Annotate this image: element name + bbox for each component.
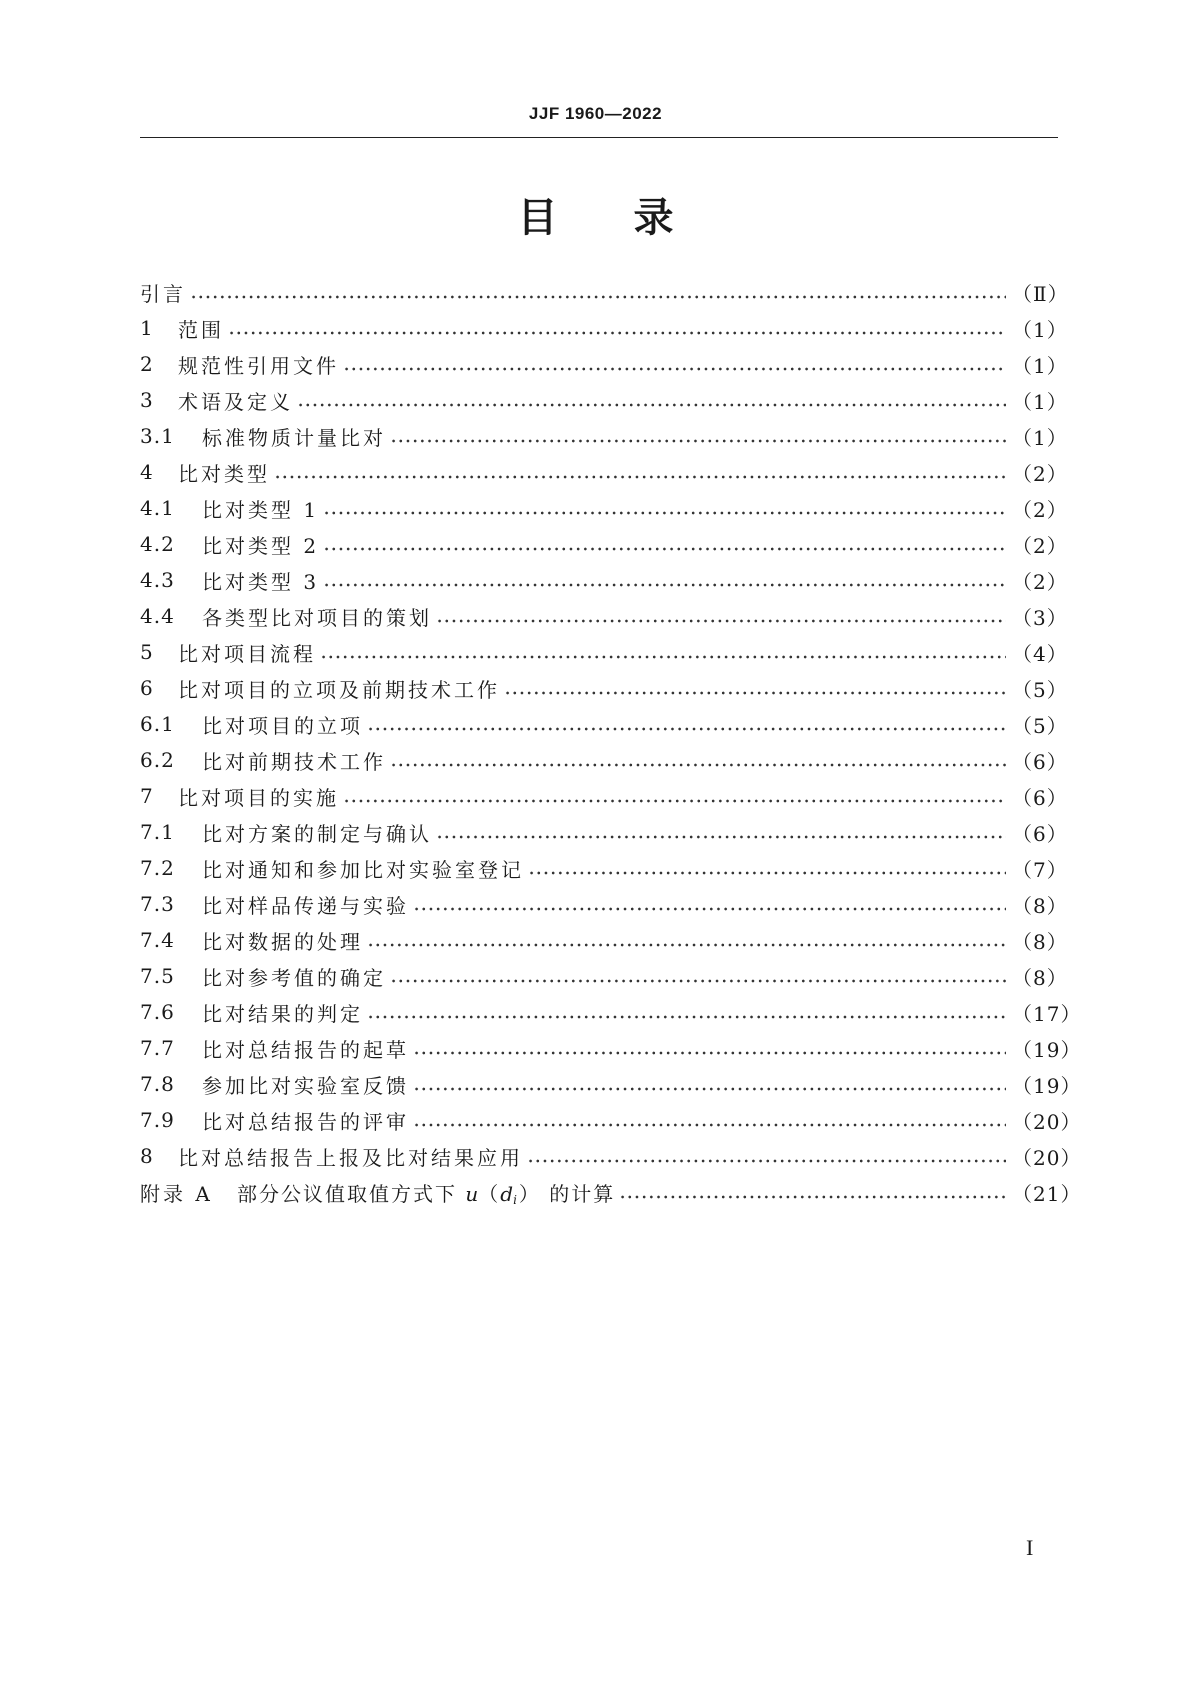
toc-entry[interactable] bbox=[140, 418, 1068, 454]
toc-entry-label: 比对前期技术工作 bbox=[202, 749, 386, 774]
toc-entry[interactable] bbox=[140, 1066, 1082, 1102]
toc-entry-number: 4.2 bbox=[140, 532, 175, 556]
toc-entry-page: （2） bbox=[1012, 533, 1068, 558]
toc-entry-number: 4 bbox=[140, 460, 154, 484]
toc-entry-number: 8 bbox=[140, 1144, 154, 1168]
dot-leader bbox=[323, 570, 1006, 590]
math-symbol-d: d bbox=[500, 1181, 514, 1206]
toc-entry-number: 附录 A bbox=[140, 1181, 213, 1206]
toc-entry[interactable] bbox=[140, 634, 1068, 670]
toc-entry[interactable] bbox=[140, 1102, 1082, 1138]
dot-leader bbox=[367, 930, 1006, 950]
toc-entry[interactable] bbox=[140, 958, 1068, 994]
toc-entry-number: 4.3 bbox=[140, 568, 175, 592]
toc-entry-label: 范围 bbox=[178, 317, 224, 342]
toc-entry[interactable] bbox=[140, 382, 1068, 418]
toc-entry-number: 7.1 bbox=[140, 820, 175, 844]
toc-entry-number: 1 bbox=[140, 316, 154, 340]
toc-entry[interactable] bbox=[140, 994, 1082, 1030]
dot-leader bbox=[528, 858, 1006, 878]
toc-entry-label: 比对通知和参加比对实验室登记 bbox=[202, 857, 524, 882]
dot-leader bbox=[323, 534, 1006, 554]
math-symbol-u: u bbox=[465, 1181, 479, 1206]
toc-entry-number: 7.6 bbox=[140, 1000, 175, 1024]
toc-entry-page: （1） bbox=[1012, 425, 1068, 450]
toc-entry-page: （8） bbox=[1012, 929, 1068, 954]
toc-entry-page: （4） bbox=[1012, 641, 1068, 666]
dot-leader bbox=[504, 678, 1006, 698]
toc-entry-number: 3.1 bbox=[140, 424, 175, 448]
toc-entry[interactable] bbox=[140, 454, 1068, 490]
toc-entry-page: （8） bbox=[1012, 965, 1068, 990]
dot-leader bbox=[413, 894, 1006, 914]
toc-entry-label: 比对样品传递与实验 bbox=[202, 893, 409, 918]
dot-leader bbox=[413, 1038, 1006, 1058]
toc-entry-number: 7.3 bbox=[140, 892, 175, 916]
dot-leader bbox=[413, 1074, 1006, 1094]
toc-entry-page: （20） bbox=[1012, 1145, 1082, 1170]
table-of-contents bbox=[140, 274, 1082, 1210]
dot-leader bbox=[436, 606, 1006, 626]
toc-entry-label: 比对类型 bbox=[178, 461, 270, 486]
toc-entry-number: 7.7 bbox=[140, 1036, 175, 1060]
toc-entry-label: 术语及定义 bbox=[178, 389, 293, 414]
header-rule bbox=[140, 137, 1058, 138]
toc-entry-label: 比对项目的实施 bbox=[178, 785, 339, 810]
toc-entry-label: 比对参考值的确定 bbox=[202, 965, 386, 990]
toc-entry-number: 6.2 bbox=[140, 748, 175, 772]
toc-entry[interactable] bbox=[140, 490, 1068, 526]
toc-entry[interactable] bbox=[140, 1030, 1082, 1066]
dot-leader bbox=[367, 1002, 1006, 1022]
toc-entry-label: 各类型比对项目的策划 bbox=[202, 605, 432, 630]
dot-leader bbox=[297, 390, 1006, 410]
toc-entry[interactable] bbox=[140, 274, 1069, 310]
dot-leader bbox=[320, 642, 1006, 662]
toc-entry-page: （7） bbox=[1012, 857, 1068, 882]
toc-entry-number: 4.1 bbox=[140, 496, 175, 520]
toc-entry-number: 3 bbox=[140, 388, 154, 412]
dot-leader bbox=[190, 282, 1006, 302]
toc-entry-label: 比对类型 1 bbox=[202, 497, 320, 522]
toc-entry[interactable] bbox=[140, 850, 1068, 886]
dot-leader bbox=[436, 822, 1006, 842]
toc-entry-label: 比对类型 3 bbox=[202, 569, 320, 594]
dot-leader bbox=[367, 714, 1006, 734]
toc-entry-page: （1） bbox=[1012, 353, 1068, 378]
toc-entry-label: 比对总结报告的评审 bbox=[202, 1109, 409, 1134]
paren-open: （ bbox=[478, 1181, 501, 1206]
toc-entry[interactable] bbox=[140, 742, 1068, 778]
toc-entry[interactable] bbox=[140, 526, 1068, 562]
toc-entry-label: 比对项目的立项 bbox=[202, 713, 363, 738]
dot-leader bbox=[343, 786, 1006, 806]
toc-entry-number: 7.4 bbox=[140, 928, 175, 952]
dot-leader bbox=[390, 750, 1006, 770]
dot-leader bbox=[619, 1182, 1006, 1202]
toc-entry-number: 2 bbox=[140, 352, 154, 376]
dot-leader bbox=[343, 354, 1006, 374]
toc-entry-label: 比对项目的立项及前期技术工作 bbox=[178, 677, 500, 702]
toc-entry-label: 规范性引用文件 bbox=[178, 353, 339, 378]
toc-entry-number: 7.5 bbox=[140, 964, 175, 988]
toc-entry-number: 5 bbox=[140, 640, 154, 664]
toc-entry[interactable] bbox=[140, 670, 1068, 706]
toc-entry-label: 比对结果的判定 bbox=[202, 1001, 363, 1026]
dot-leader bbox=[527, 1146, 1006, 1166]
toc-entry-page: （2） bbox=[1012, 569, 1068, 594]
toc-entry-page: （5） bbox=[1012, 677, 1068, 702]
dot-leader bbox=[390, 966, 1006, 986]
toc-entry-page: （6） bbox=[1012, 785, 1068, 810]
toc-entry-label: 比对项目流程 bbox=[178, 641, 316, 666]
toc-entry-page: （5） bbox=[1012, 713, 1068, 738]
toc-entry-page: （17） bbox=[1012, 1001, 1082, 1026]
toc-entry-page: （2） bbox=[1012, 461, 1068, 486]
toc-entry-number: 7.8 bbox=[140, 1072, 175, 1096]
toc-entry[interactable] bbox=[140, 1138, 1082, 1174]
toc-entry[interactable] bbox=[140, 310, 1068, 346]
toc-entry-page: （8） bbox=[1012, 893, 1068, 918]
page-number: I bbox=[1026, 1535, 1034, 1560]
toc-entry[interactable] bbox=[140, 346, 1068, 382]
dot-leader bbox=[228, 318, 1006, 338]
toc-entry-number: 6.1 bbox=[140, 712, 175, 736]
toc-entry-page: （Ⅱ） bbox=[1012, 281, 1069, 306]
toc-entry[interactable] bbox=[140, 778, 1068, 814]
toc-entry-number: 6 bbox=[140, 676, 154, 700]
toc-entry-page: （3） bbox=[1012, 605, 1068, 630]
toc-entry-page: （6） bbox=[1012, 821, 1068, 846]
toc-entry-page: （19） bbox=[1012, 1073, 1082, 1098]
toc-entry-page: （2） bbox=[1012, 497, 1068, 522]
paren-close: ） bbox=[518, 1181, 541, 1206]
toc-entry-page: （1） bbox=[1012, 317, 1068, 342]
toc-entry[interactable] bbox=[140, 598, 1068, 634]
dot-leader bbox=[390, 426, 1006, 446]
math-subscript-i: i bbox=[513, 1192, 519, 1207]
page-title: 目录 bbox=[517, 195, 750, 241]
toc-entry-number: 7 bbox=[140, 784, 154, 808]
toc-entry-label: 标准物质计量比对 bbox=[202, 425, 386, 450]
toc-entry-page: （6） bbox=[1012, 749, 1068, 774]
toc-entry[interactable] bbox=[140, 706, 1068, 742]
toc-entry-label: 比对总结报告的起草 bbox=[202, 1037, 409, 1062]
standard-code: JJF 1960—2022 bbox=[528, 104, 663, 123]
dot-leader bbox=[323, 498, 1006, 518]
toc-entry-label: 比对方案的制定与确认 bbox=[202, 821, 432, 846]
toc-entry[interactable] bbox=[140, 814, 1068, 850]
dot-leader bbox=[413, 1110, 1006, 1130]
toc-entry-page: （1） bbox=[1012, 389, 1068, 414]
toc-entry-number: 7.2 bbox=[140, 856, 175, 880]
toc-entry[interactable] bbox=[140, 922, 1068, 958]
toc-entry[interactable] bbox=[140, 562, 1068, 598]
dot-leader bbox=[274, 462, 1006, 482]
toc-entry-appendix-a[interactable] bbox=[140, 1174, 1082, 1210]
toc-entry-label: 比对数据的处理 bbox=[202, 929, 363, 954]
toc-entry[interactable] bbox=[140, 886, 1068, 922]
toc-entry-label: 参加比对实验室反馈 bbox=[202, 1073, 409, 1098]
toc-entry-number: 7.9 bbox=[140, 1108, 175, 1132]
toc-entry-page: （19） bbox=[1012, 1037, 1082, 1062]
toc-entry-label: 比对总结报告上报及比对结果应用 bbox=[178, 1145, 523, 1170]
toc-entry-number: 4.4 bbox=[140, 604, 175, 628]
toc-entry-label bbox=[237, 1178, 615, 1207]
toc-entry-page: （21） bbox=[1012, 1181, 1082, 1206]
toc-entry-label: 比对类型 2 bbox=[202, 533, 320, 558]
toc-entry-label: 引言 bbox=[140, 281, 186, 306]
appendix-label-prefix: 部分公议值取值方式下 bbox=[237, 1181, 466, 1206]
appendix-label-suffix: 的计算 bbox=[540, 1181, 616, 1206]
toc-entry-page: （20） bbox=[1012, 1109, 1082, 1134]
